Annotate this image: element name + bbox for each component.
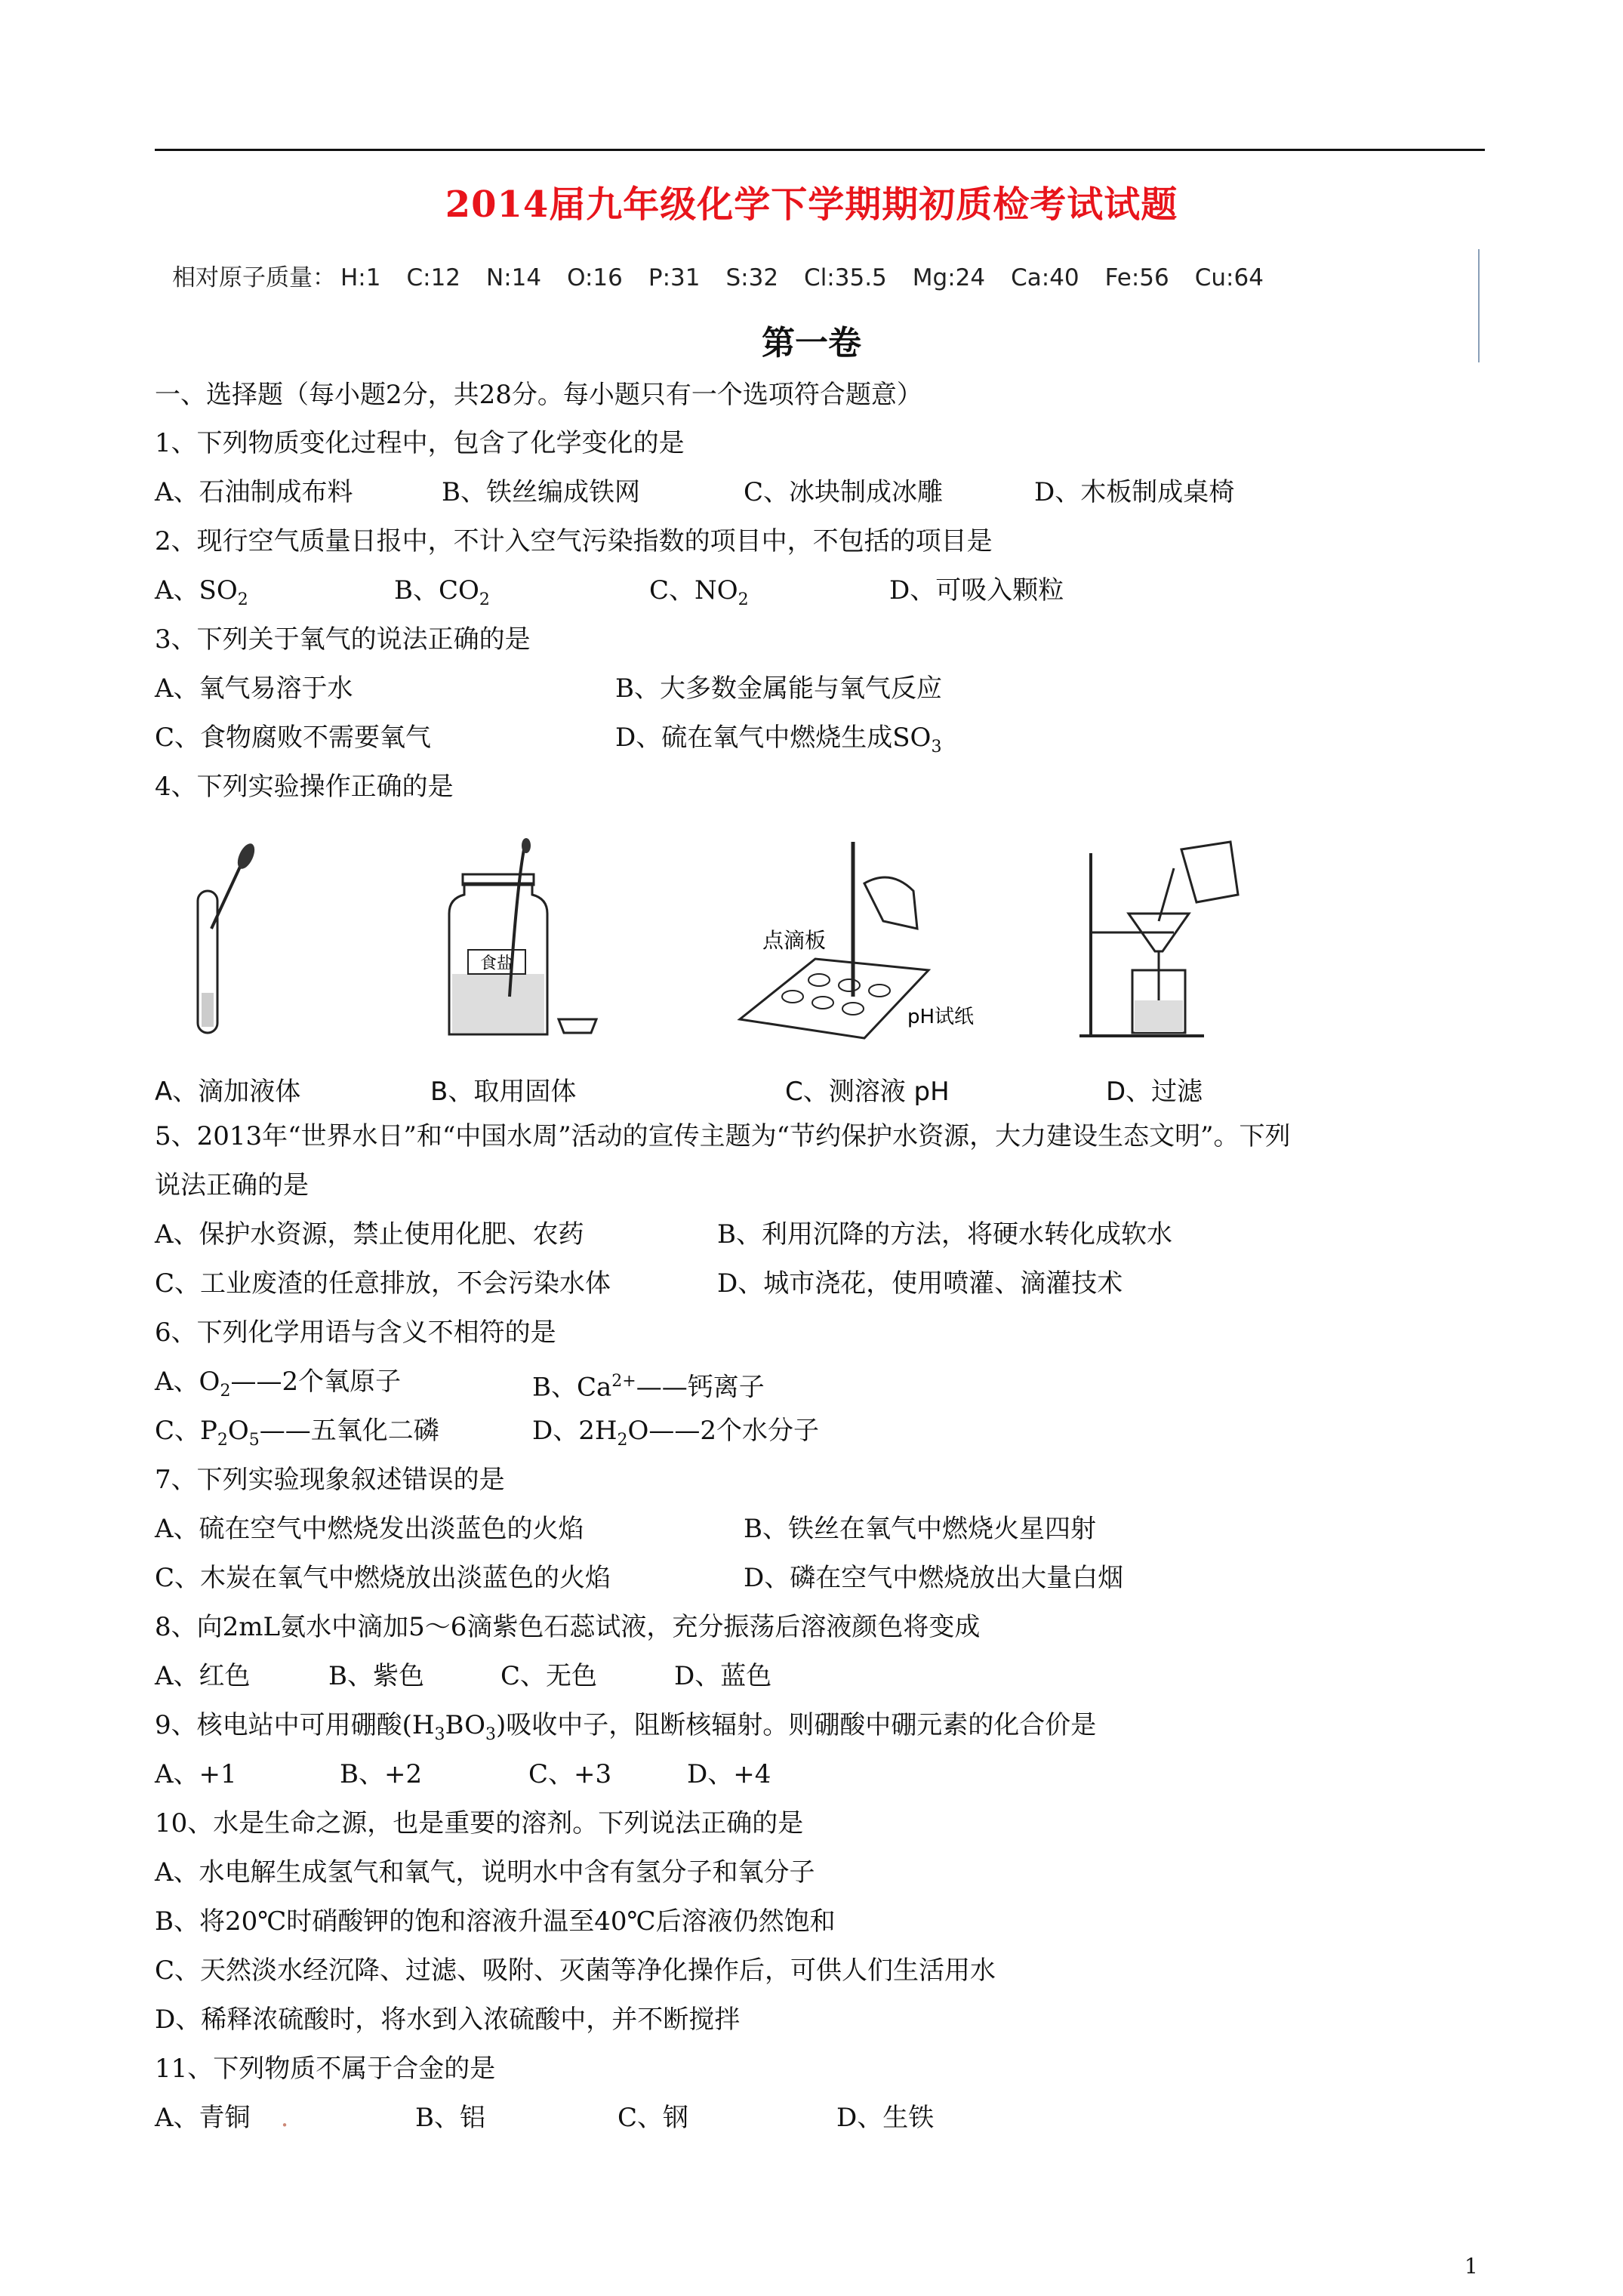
dropper-testtube-figure bbox=[181, 838, 264, 1042]
q1-option-a: A、石油制成布料 bbox=[155, 477, 353, 507]
q7-option-a: A、硫在空气中燃烧发出淡蓝色的火焰 bbox=[155, 1514, 584, 1544]
q10-option-d: D、稀释浓硫酸时，将水到入浓硫酸中，并不断搅拌 bbox=[155, 2005, 741, 2035]
q6-option-a: A、$O_2——2$个氧原子 bbox=[155, 1367, 402, 1401]
atomic-mass-label: 相对原子质量： bbox=[172, 264, 336, 291]
q4-option-a: A、滴加液体 bbox=[155, 1077, 301, 1107]
atomic-mass-item: Ca:40 bbox=[1011, 264, 1079, 291]
q5-option-a: A、保护水资源，禁止使用化肥、农药 bbox=[155, 1219, 584, 1250]
q7-stem: 7、下列实验现象叙述错误的是 bbox=[155, 1465, 505, 1495]
q1-stem: 1、下列物质变化过程中，包含了化学变化的是 bbox=[155, 428, 685, 458]
filtration-figure bbox=[1076, 838, 1272, 1042]
q5-option-b: B、利用沉降的方法，将硬水转化成软水 bbox=[717, 1219, 1172, 1250]
ph-paper-label: pH试纸 bbox=[907, 1006, 975, 1028]
atomic-mass-item: Mg:24 bbox=[912, 264, 986, 291]
q10-stem: 10、水是生命之源，也是重要的溶剂。下列说法正确的是 bbox=[155, 1808, 804, 1838]
q11-option-d: D、生铁 bbox=[836, 2103, 935, 2133]
q4-option-b: B、取用固体 bbox=[430, 1077, 577, 1107]
q1-option-d: D、木板制成桌椅 bbox=[1034, 477, 1235, 507]
atomic-mass-item: N:14 bbox=[486, 264, 542, 291]
q6-option-d: D、$2H_2O——2$个水分子 bbox=[532, 1416, 820, 1450]
q8-stem: 8、向2mL氨水中滴加5～6滴紫色石蕊试液，充分振荡后溶液颜色将变成 bbox=[155, 1612, 981, 1642]
q3-option-b: B、大多数金属能与氧气反应 bbox=[615, 673, 942, 704]
q11-option-b: B、铝 bbox=[415, 2103, 485, 2133]
q2-option-a: A、$SO_2$ bbox=[155, 575, 248, 609]
q11-stem: 11、下列物质不属于合金的是 bbox=[155, 2054, 496, 2084]
atomic-mass-item: Fe:56 bbox=[1104, 264, 1169, 291]
q10-option-b: B、将20℃时硝酸钾的饱和溶液升温至40℃后溶液仍然饱和 bbox=[155, 1906, 836, 1937]
page-title: 2014届九年级化学下学期期初质检考试试题 bbox=[445, 183, 1178, 226]
q7-option-d: D、磷在空气中燃烧放出大量白烟 bbox=[744, 1563, 1124, 1593]
q3-stem: 3、下列关于氧气的说法正确的是 bbox=[155, 624, 531, 655]
q10-option-c: C、天然淡水经沉降、过滤、吸附、灭菌等净化操作后，可供人们生活用水 bbox=[155, 1955, 996, 1986]
q8-option-d: D、蓝色 bbox=[674, 1661, 772, 1691]
q10-option-a: A、水电解生成氢气和氧气，说明水中含有氢分子和氧分子 bbox=[155, 1857, 815, 1888]
q6-stem: 6、下列化学用语与含义不相符的是 bbox=[155, 1318, 556, 1348]
atomic-mass-line bbox=[172, 258, 1289, 292]
q11-option-a: A、青铜 . bbox=[155, 2103, 289, 2133]
q8-option-a: A、红色 bbox=[155, 1661, 251, 1691]
top-rule bbox=[155, 149, 1485, 151]
q9-option-b: B、+2 bbox=[340, 1759, 423, 1789]
spot-plate-figure bbox=[732, 838, 1004, 1042]
q8-option-b: B、紫色 bbox=[328, 1661, 424, 1691]
volume-title: 第一卷 bbox=[762, 324, 861, 362]
q3-option-a: A、氧气易溶于水 bbox=[155, 673, 353, 704]
q2-option-c: C、$NO_2$ bbox=[649, 575, 749, 609]
q7-option-c: C、木炭在氧气中燃烧放出淡蓝色的火焰 bbox=[155, 1563, 611, 1593]
atomic-mass-item: P:31 bbox=[648, 264, 701, 291]
atomic-mass-item: Cu:64 bbox=[1194, 264, 1264, 291]
atomic-mass-item: O:16 bbox=[567, 264, 623, 291]
q5-option-d: D、城市浇花，使用喷灌、滴灌技术 bbox=[717, 1268, 1123, 1299]
q5-option-c: C、工业废渣的任意排放，不会污染水体 bbox=[155, 1268, 611, 1299]
q5-stem-line1: 5、2013年“世界水日”和“中国水周”活动的宣传主题为“节约保护水资源，大力建设生态文明”。下列 bbox=[155, 1121, 1291, 1151]
q8-option-c: C、无色 bbox=[500, 1661, 598, 1691]
page-number: 1 bbox=[1464, 2254, 1478, 2279]
q5-stem-line2: 说法正确的是 bbox=[155, 1170, 309, 1200]
q9-stem: 9、核电站中可用硼酸$(H_3BO_3)$吸收中子，阻断核辐射。则硼酸中硼元素的化合价是 bbox=[155, 1710, 1097, 1744]
spot-plate-label: 点滴板 bbox=[762, 928, 827, 953]
q4-stem: 4、下列实验操作正确的是 bbox=[155, 772, 454, 802]
q4-option-d: D、过滤 bbox=[1106, 1077, 1203, 1107]
q1-option-b: B、铁丝编成铁网 bbox=[442, 477, 640, 507]
atomic-mass-item: Cl:35.5 bbox=[804, 264, 887, 291]
q6-option-c: C、$P_2O_5——$五氧化二磷 bbox=[155, 1416, 439, 1450]
q2-option-d: D、可吸入颗粒 bbox=[889, 575, 1064, 606]
section-heading: 一、选择题（每小题2分，共28分。每小题只有一个选项符合题意） bbox=[155, 380, 922, 410]
q6-option-b: B、$Ca^{2+}——$钙离子 bbox=[532, 1372, 765, 1403]
atomic-mass-item: C:12 bbox=[406, 264, 461, 291]
q2-option-b: B、$CO_2$ bbox=[394, 575, 490, 609]
q2-stem: 2、现行空气质量日报中，不计入空气污染指数的项目中，不包括的项目是 bbox=[155, 526, 993, 556]
atomic-mass-item: H:1 bbox=[340, 264, 381, 291]
q4-option-c: C、测溶液 pH bbox=[785, 1077, 950, 1107]
reagent-jar-figure bbox=[434, 838, 608, 1042]
q7-option-b: B、铁丝在氧气中燃烧火星四射 bbox=[744, 1514, 1096, 1544]
q3-option-d: D、硫在氧气中燃烧生成$SO_3$ bbox=[615, 723, 942, 757]
q1-option-c: C、冰块制成冰雕 bbox=[744, 477, 944, 507]
atomic-mass-item: S:32 bbox=[725, 264, 779, 291]
q9-option-d: D、+4 bbox=[687, 1759, 771, 1789]
q3-option-c: C、食物腐败不需要氧气 bbox=[155, 723, 432, 753]
jar-label: 食盐 bbox=[479, 954, 514, 973]
q9-option-c: C、+3 bbox=[528, 1759, 612, 1789]
q11-option-c: C、钢 bbox=[617, 2103, 689, 2133]
q9-option-a: A、+1 bbox=[155, 1759, 237, 1789]
